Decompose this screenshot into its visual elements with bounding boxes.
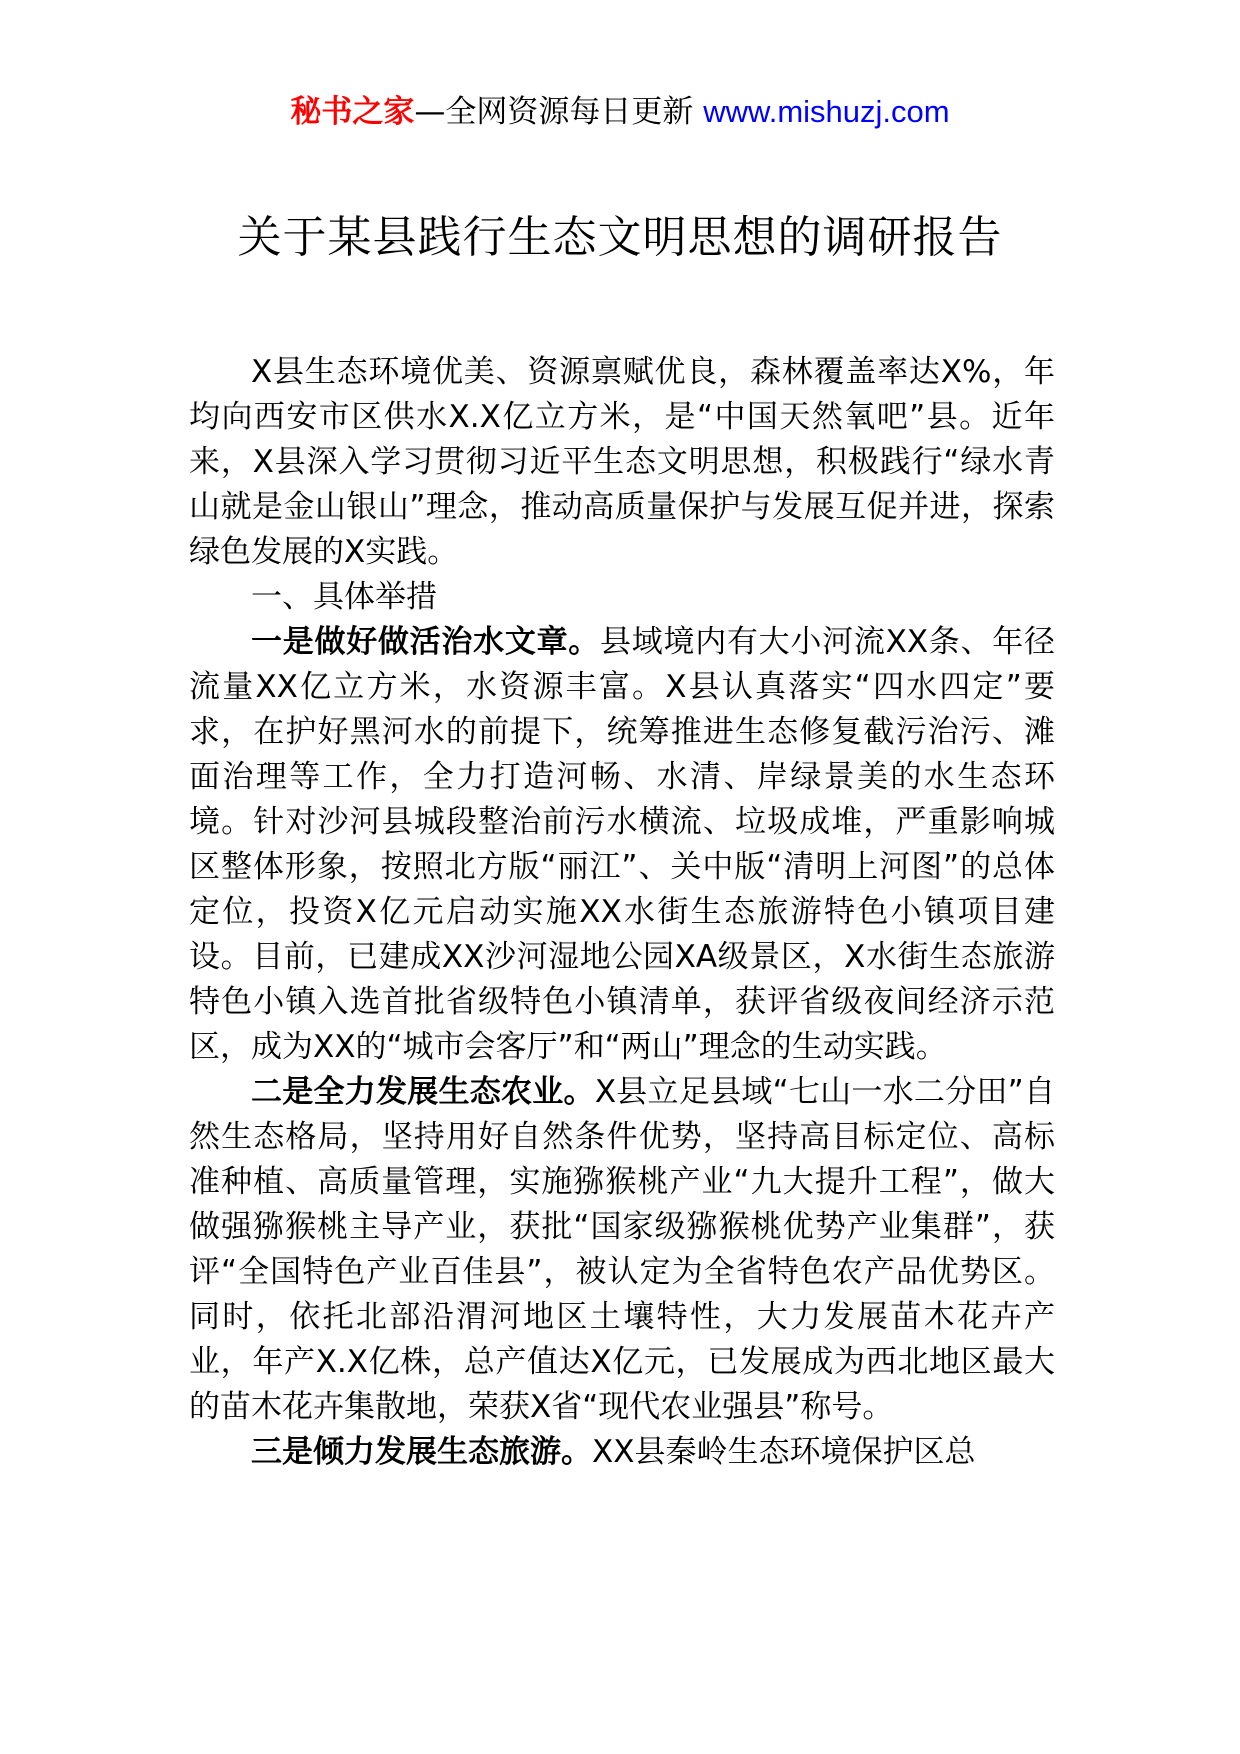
measure-body: X县立足县域“七山一水二分田”自然生态格局，坚持用好自然条件优势，坚持高目标定位、高标准种植、高质量管理，实施猕猴桃产业“九大提升工程”，做大做强猕猴桃主导产业，获批“国家级猕猴桃优势产业集群”，获评“全国特色产业百佳县”，被认定为全省特色农产品优势区。同时，依托北部沿渭河地区土壤特性，大力发展苗木花卉产业，年产X.X亿株，总产值达X亿元，已发展成为西北地区最大的苗木花卉集散地，荣获X省“现代农业强县”称号。 [189, 1074, 1055, 1425]
measure-body: 县域境内有大小河流XX条、年径流量XX亿立方米，水资源丰富。X县认真落实“四水四定”要求，在护好黑河水的前提下，统筹推进生态修复截污治污、滩面治理等工作，全力打造河畅、水清、岸绿景美的水生态环境。针对沙河县城段整治前污水横流、垃圾成堆，严重影响城区整体形象，按照北方版“丽江”、关中版“清明上河图”的总体定位，投资X亿元启动实施XX水街生态旅游特色小镇项目建设。目前，已建成XX沙河湿地公园XA级景区，X水街生态旅游特色小镇入选首批省级特色小镇清单，获评省级夜间经济示范区，成为XX的“城市会客厅”和“两山”理念的生动实践。 [189, 624, 1055, 1065]
measure-lead: 二是全力发展生态农业。 [251, 1074, 595, 1110]
measure-lead: 三是倾力发展生态旅游。 [251, 1434, 592, 1470]
measure-paragraph [189, 620, 1055, 1070]
measure-paragraph [189, 1430, 1055, 1475]
section-heading: 一、具体举措 [251, 579, 437, 615]
site-slogan: —全网资源每日更新 [414, 94, 704, 130]
site-header [0, 92, 1240, 132]
site-url-link[interactable]: www.mishuzj.com [703, 94, 950, 129]
document-title: 关于某县践行生态文明思想的调研报告 [237, 212, 1003, 263]
document-body [189, 350, 1055, 1475]
measure-paragraph [189, 1070, 1055, 1430]
measure-body: XX县秦岭生态环境保护区总 [592, 1434, 976, 1470]
intro-paragraph: X县生态环境优美、资源禀赋优良，森林覆盖率达X%，年均向西安市区供水X.X亿立方米，是“中国天然氧吧”县。近年来，X县深入学习贯彻习近平生态文明思想，积极践行“绿水青山就是金山银山”理念，推动高质量保护与发展互促并进，探索绿色发展的X实践。 [189, 354, 1055, 570]
site-brand: 秘书之家 [290, 94, 415, 130]
measure-lead: 一是做好做活治水文章。 [251, 624, 601, 660]
